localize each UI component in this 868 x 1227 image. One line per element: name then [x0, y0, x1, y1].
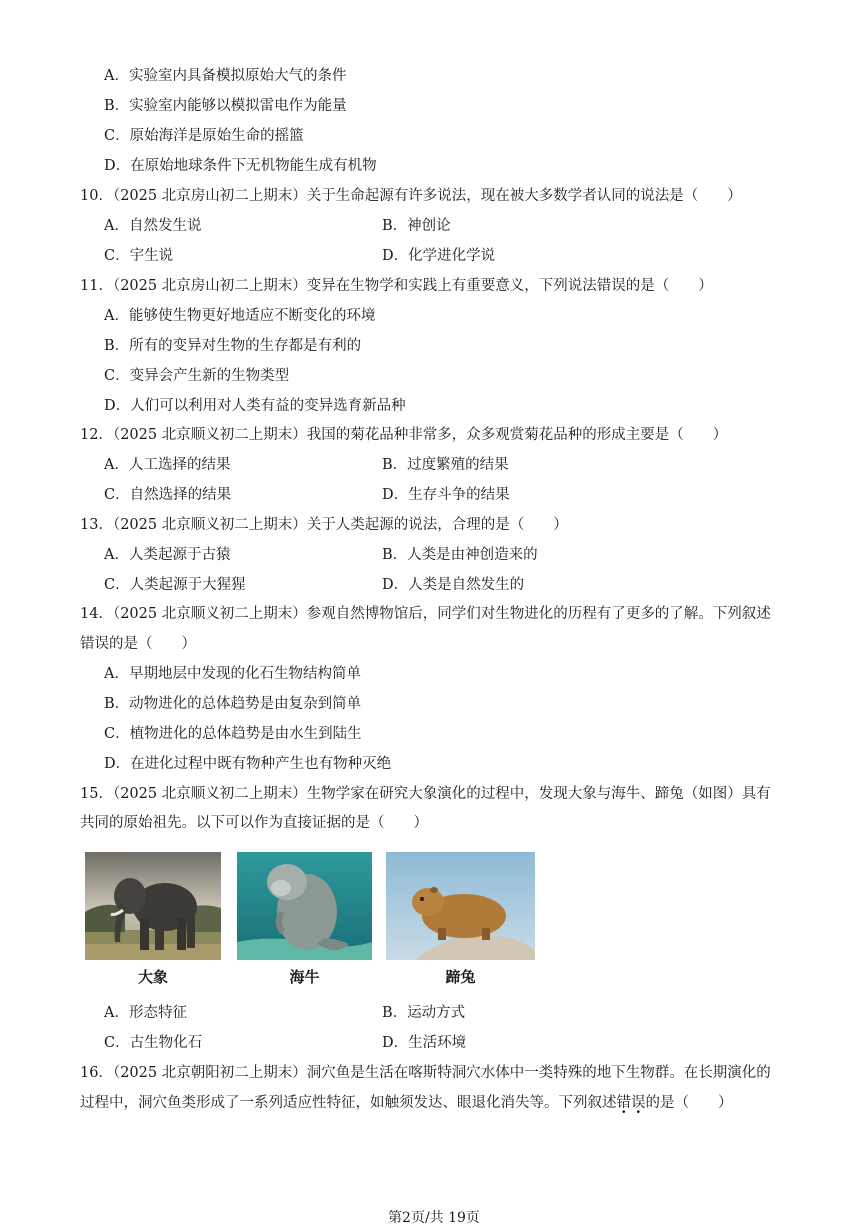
elephant-image [85, 852, 221, 960]
q11-option-a: A．能够使生物更好地适应不断变化的环境 [104, 308, 376, 324]
q12-option-c: C．自然选择的结果 [104, 487, 232, 503]
q13-stem: 13．（2025 北京顺义初二上期末）关于人类起源的说法，合理的是（ ） [80, 517, 568, 533]
q15-option-d: D．生活环境 [382, 1035, 467, 1051]
q16-stem-line1: 16．（2025 北京朝阳初二上期末）洞穴鱼是生活在喀斯特洞穴水体中一类特殊的地下生物群。在长期演化的 [80, 1065, 771, 1081]
q15-stem-line2: 共同的原始祖先。以下可以作为直接证据的是（ ） [80, 815, 428, 831]
q10-option-b: B．神创论 [382, 218, 451, 234]
elephant-caption: 大象 [137, 968, 168, 986]
q11-option-b: B．所有的变异对生物的生存都是有利的 [104, 338, 362, 354]
page-footer: 第2页/共 19页 [388, 1210, 480, 1226]
q12-option-a: A．人工选择的结果 [104, 457, 231, 473]
q9-option-a: A．实验室内具备模拟原始大气的条件 [104, 68, 347, 84]
q16-emphasis-char-1: 错 [616, 1095, 631, 1111]
q13-option-d: D．人类是自然发生的 [382, 577, 525, 593]
q14-option-d: D．在进化过程中既有物种产生也有物种灭绝 [104, 756, 392, 772]
q16-stem-text: 过程中，洞穴鱼类形成了一系列适应性特征，如触须发达、眼退化消失等。下列叙述 [80, 1095, 617, 1111]
q15-stem-line1: 15．（2025 北京顺义初二上期末）生物学家在研究大象演化的过程中，发现大象与海牛、蹄兔（如图）具有 [80, 786, 771, 802]
q12-stem: 12．（2025 北京顺义初二上期末）我国的菊花品种非常多，众多观赏菊花品种的形成主要是（ ） [80, 427, 728, 443]
q16-emphasis-char-2: 误 [631, 1095, 646, 1111]
q13-option-c: C．人类起源于大猩猩 [104, 577, 246, 593]
q10-option-a: A．自然发生说 [104, 218, 202, 234]
manatee-caption: 海牛 [289, 968, 320, 986]
q12-option-b: B．过度繁殖的结果 [382, 457, 509, 473]
q16-stem-line2 [80, 1093, 733, 1113]
q16-stem-end: 的是（ ） [645, 1095, 733, 1111]
q14-stem-line2: 错误的是（ ） [80, 636, 196, 652]
q9-option-d: D．在原始地球条件下无机物能生成有机物 [104, 158, 377, 174]
hyrax-caption: 蹄兔 [445, 968, 476, 986]
q12-option-d: D．生存斗争的结果 [382, 487, 510, 503]
q9-option-c: C．原始海洋是原始生命的摇篮 [104, 128, 304, 144]
q14-option-b: B．动物进化的总体趋势是由复杂到简单 [104, 696, 362, 712]
q11-option-d: D．人们可以利用对人类有益的变异选育新品种 [104, 398, 406, 414]
q15-option-a: A．形态特征 [104, 1005, 187, 1021]
q14-option-a: A．早期地层中发现的化石生物结构简单 [104, 666, 361, 682]
q15-option-b: B．运动方式 [382, 1005, 466, 1021]
q10-option-c: C．宇生说 [104, 248, 174, 264]
q15-option-c: C．古生物化石 [104, 1035, 203, 1051]
q13-option-b: B．人类是由神创造来的 [382, 547, 538, 563]
q14-option-c: C．植物进化的总体趋势是由水生到陆生 [104, 726, 362, 742]
q14-stem-line1: 14．（2025 北京顺义初二上期末）参观自然博物馆后，同学们对生物进化的历程有了更多的了解。下列叙述 [80, 606, 771, 622]
q10-option-d: D．化学进化学说 [382, 248, 496, 264]
q11-stem: 11．（2025 北京房山初二上期末）变异在生物学和实践上有重要意义，下列说法错误的是（ ） [80, 278, 713, 294]
hyrax-image [386, 852, 535, 960]
q9-option-b: B．实验室内能够以模拟雷电作为能量 [104, 98, 347, 114]
q10-stem: 10．（2025 北京房山初二上期末）关于生命起源有许多说法，现在被大多数学者认同的说法是（ ） [80, 188, 742, 204]
q13-option-a: A．人类起源于古猿 [104, 547, 231, 563]
manatee-image [237, 852, 372, 960]
q11-option-c: C．变异会产生新的生物类型 [104, 368, 290, 384]
